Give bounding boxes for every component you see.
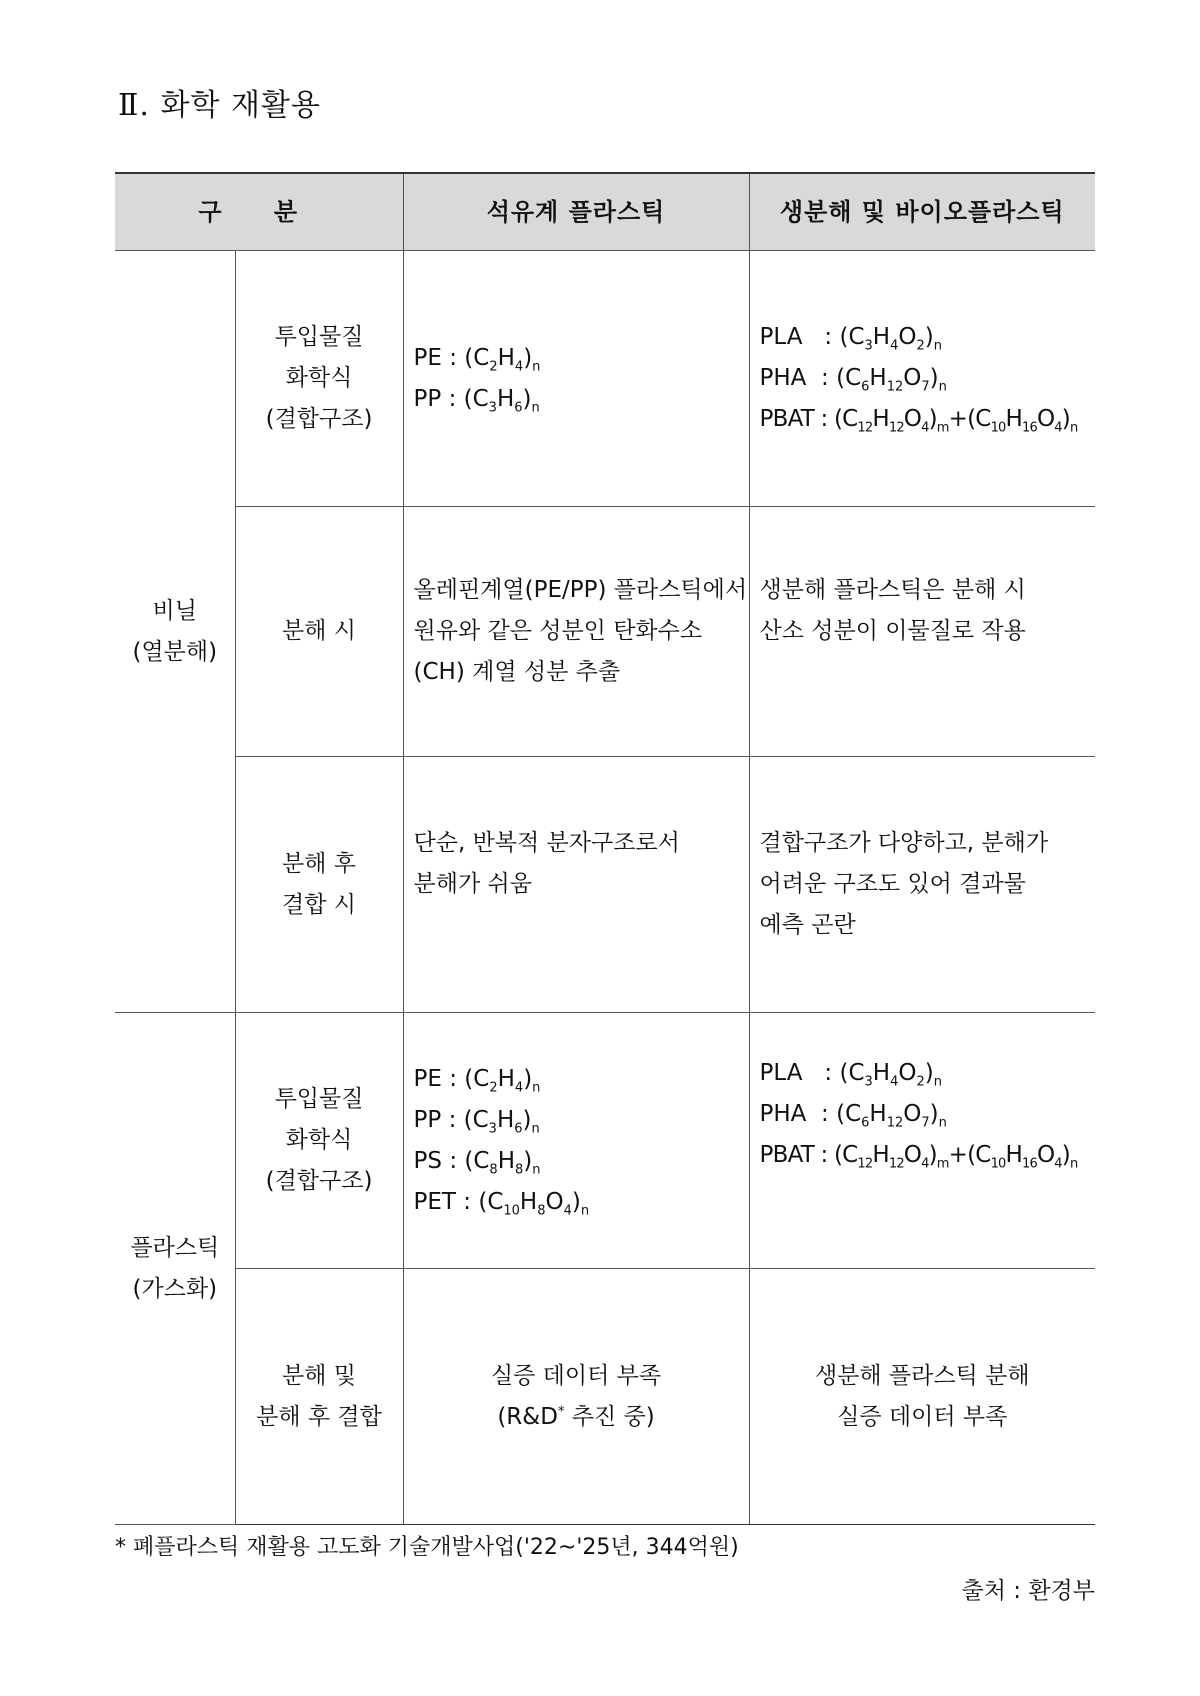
row-label: 투입물질 화학식 (결합구조) (235, 1013, 403, 1269)
bio-text: 생분해 플라스틱 분해 실증 데이터 부족 (749, 1269, 1095, 1525)
bio-formulas: PLA : $(C_3H_4O_2)_n$ PHA : $(C_6H_{12}O_7)_n$ PBAT : $(C_{12}H_{12}O_4)_m+(C_{10}H_{16}O_4)_n$ (749, 1013, 1095, 1269)
petroleum-text: 올레핀계열(PE/PP) 플라스틱에서 원유와 같은 성분인 탄화수소 (CH) 계열 성분 추출 (403, 507, 749, 757)
row-label: 분해 및 분해 후 결합 (235, 1269, 403, 1525)
bio-formulas: PLA : $(C_3H_4O_2)_n$ PHA : $(C_6H_{12}O_7)_n$ PBAT : $(C_{12}H_{12}O_4)_m+(C_{10}H_{16}O_4)_n$ (749, 251, 1095, 507)
petroleum-text: 실증 데이터 부족 (R&D* 추진 중) (403, 1269, 749, 1525)
petroleum-formulas: PE : $(C_2H_4)_n$ PP : $(C_3H_6)_n$ (403, 251, 749, 507)
table-row (115, 757, 1095, 1013)
petroleum-formulas: PE : $(C_2H_4)_n$ PP : $(C_3H_6)_n$ PS : $(C_8H_8)_n$ PET : $(C_{10}H_8O_4)_n$ (403, 1013, 749, 1269)
header-bio: 생분해 및 바이오플라스틱 (749, 173, 1095, 251)
table-row (115, 251, 1095, 507)
footnote-marker: * (557, 1403, 565, 1419)
bio-text: 결합구조가 다양하고, 분해가 어려운 구조도 있어 결과물 예측 곤란 (749, 757, 1095, 1013)
header-petroleum: 석유계 플라스틱 (403, 173, 749, 251)
table-row (115, 507, 1095, 757)
table-header-row (115, 173, 1095, 251)
row-label: 분해 시 (235, 507, 403, 757)
row-label: 분해 후 결합 시 (235, 757, 403, 1013)
bio-text: 생분해 플라스틱은 분해 시 산소 성분이 이물질로 작용 (749, 507, 1095, 757)
footnote: * 폐플라스틱 재활용 고도화 기술개발사업('22~'25년, 344억원) (115, 1535, 739, 1560)
row-label: 투입물질 화학식 (결합구조) (235, 251, 403, 507)
table-row (115, 1013, 1095, 1269)
section-heading: Ⅱ. 화학 재활용 (118, 88, 321, 123)
petroleum-text: 단순, 반복적 분자구조로서 분해가 쉬움 (403, 757, 749, 1013)
comparison-table (115, 172, 1095, 1525)
header-category: 구 분 (115, 173, 403, 251)
source-credit: 출처 : 환경부 (961, 1578, 1095, 1604)
group-label-vinyl: 비닐 (열분해) (115, 251, 235, 1013)
table-row (115, 1269, 1095, 1525)
group-label-plastic: 플라스틱 (가스화) (115, 1013, 235, 1525)
